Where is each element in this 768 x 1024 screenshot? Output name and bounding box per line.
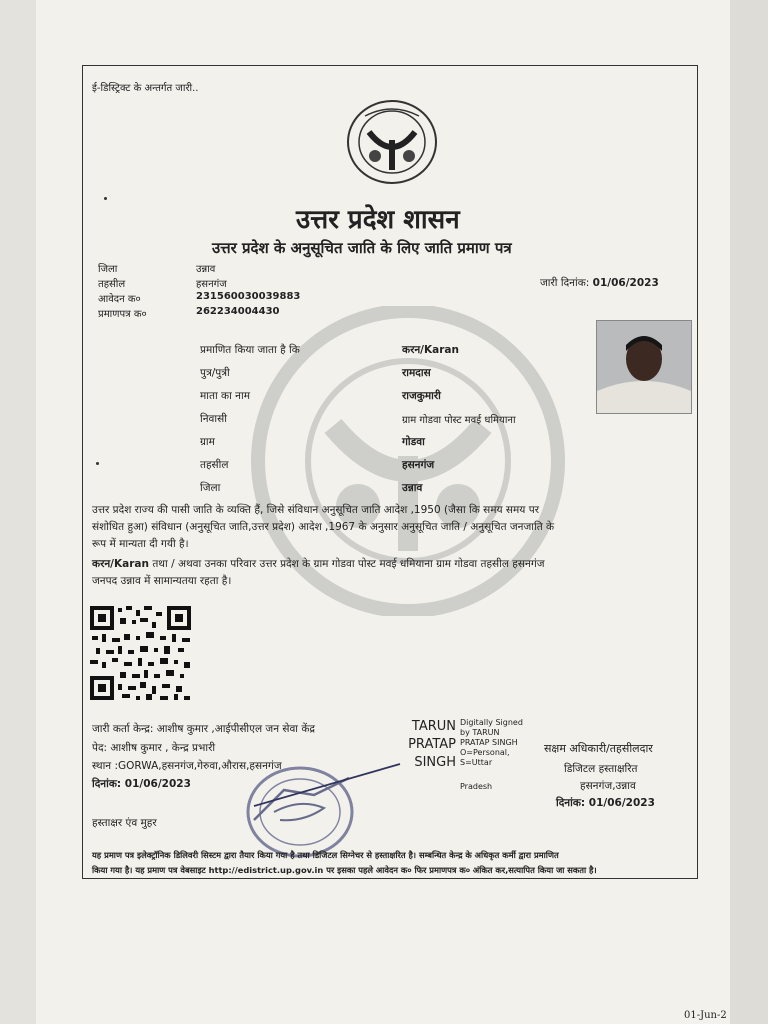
certificate-number-label: प्रमाणपत्र क० <box>98 309 147 320</box>
top-note: ई-डिस्ट्रिक्ट के अन्तर्गत जारी.. <box>92 83 199 94</box>
detail-tehsil-label: तहसील <box>200 459 229 471</box>
corner-date: 01-Jun-2 <box>684 1010 727 1021</box>
signature-info-line: S=Uttar <box>460 758 493 767</box>
signer-name-line: TARUN <box>411 719 456 734</box>
footer-note-line: यह प्रमाण पत्र इलेक्ट्रॉनिक डिलिवरी सिस्टम द्वारा तैयार किया गया है तथा डिजिटल सिग्नेचर से हस्ताक्षरित है। सम्बन्धित केन्द्र के अधिकृत कर्मी द्वारा प्रमाणित <box>92 850 559 860</box>
certificate-border <box>82 65 698 879</box>
issuer-place: स्थान :GORWA,हसनगंज,गेरुवा,औरास,हसनगंज <box>92 760 282 772</box>
footer-note <box>92 848 694 878</box>
margin-dot <box>96 462 99 465</box>
officer-title: सक्षम अधिकारी/तहसीलदार <box>544 742 653 755</box>
qr-code-icon <box>88 604 193 702</box>
detail-district-label: जिला <box>200 482 221 494</box>
issuer-post: पेद: आशीष कुमार , केन्द्र प्रभारी <box>92 742 216 754</box>
district-label: जिला <box>98 264 118 275</box>
handwritten-signature-icon <box>250 760 410 810</box>
tehsil-label: तहसील <box>98 279 126 290</box>
father-name: रामदास <box>402 367 431 379</box>
village-label: ग्राम <box>200 436 215 448</box>
tehsil-value: हसनगंज <box>196 279 227 290</box>
caste-statement-line: उत्तर प्रदेश राज्य की पासी जाति के व्यक्ति हैं, जिसे संविधान अनुसूचित जाति आदेश ,1950 (जैसा कि समय समय पर <box>92 504 539 516</box>
officer-place: हसनगंज,उन्नाव <box>580 780 636 792</box>
application-label: आवेदन क० <box>98 294 141 305</box>
applicant-photo <box>596 320 692 414</box>
issue-date <box>540 276 659 290</box>
issue-date-value: 01/06/2023 <box>592 277 659 289</box>
residence-statement-line: जनपद उन्नाव में सामान्यतया रहता है। <box>92 575 232 587</box>
signer-name-line: SINGH <box>414 755 456 770</box>
digital-signature-info <box>460 718 523 792</box>
signature-info-line: Digitally Signed <box>460 718 523 727</box>
signer-name-line: PRATAP <box>408 737 456 752</box>
issue-date-label: जारी दिनांक: <box>540 277 590 289</box>
certified-name: करन/Karan <box>402 344 459 356</box>
mother-name: राजकुमारी <box>402 390 441 402</box>
mother-label: माता का नाम <box>200 390 250 402</box>
caste-statement-line: रूप में मान्यता दी गयी है। <box>92 538 189 550</box>
officer-date: दिनांक: 01/06/2023 <box>556 797 655 809</box>
officer-digital-sign: डिजिटल हस्ताक्षरित <box>564 763 638 775</box>
district-value: उन्नाव <box>196 264 216 275</box>
right-margin-strip <box>730 0 768 1024</box>
caste-statement <box>92 502 692 553</box>
son-daughter-label: पुत्र/पुत्री <box>200 367 230 379</box>
left-margin-strip <box>0 0 36 1024</box>
signature-info-line: by TARUN <box>460 728 500 737</box>
certificate-number: 262234004430 <box>196 306 280 317</box>
residence-statement-line: तथा / अथवा उनका परिवार उत्तर प्रदेश के ग्राम गोडवा पोस्ट मवई धमियाना ग्राम गोडवा तहसील हसनगंज <box>148 558 545 570</box>
detail-tehsil-value: हसनगंज <box>402 459 435 471</box>
resident-label: निवासी <box>200 413 227 425</box>
residence-statement-name: करन/Karan <box>92 558 149 570</box>
person-photo-icon <box>597 321 691 413</box>
certified-label: प्रमाणित किया जाता है कि <box>200 344 300 356</box>
detail-district-value: उन्नाव <box>402 482 423 494</box>
issuing-center: जारी कर्ता केन्द्र: आशीष कुमार ,आईपीसीएल जन सेवा केंद्र <box>92 723 315 735</box>
resident-value: ग्राम गोडवा पोस्ट मवई धमियाना <box>402 415 516 426</box>
signature-info-line: Pradesh <box>460 782 493 791</box>
signature-seal-label: हस्ताक्षर एंव मुहर <box>92 817 157 829</box>
footer-note-line: किया गया है। यह प्रमाण पत्र वेबसाइट http://edistrict.up.gov.in पर इसका पहले आवेदन क० फिर प्रमाणपत्र क० अंकित कर,सत्यापित किया जा सकता है। <box>92 865 597 875</box>
up-government-emblem-icon <box>345 98 439 186</box>
application-number: 231560030039883 <box>196 291 301 302</box>
village-value: गोडवा <box>402 436 425 448</box>
certificate-title: उत्तर प्रदेश के अनुसूचित जाति के लिए जाति प्रमाण पत्र <box>212 239 512 257</box>
issuer-date: दिनांक: 01/06/2023 <box>92 778 191 790</box>
signature-info-line: O=Personal, <box>460 748 510 757</box>
government-title: उत्तर प्रदेश शासन <box>296 205 460 235</box>
residence-statement <box>92 556 692 590</box>
caste-statement-line: संशोधित हुआ) संविधान (अनुसूचित जाति,उत्तर प्रदेश) आदेश ,1967 के अनुसार अनुसूचित जाति / अनुसूचित जनजाति के <box>92 521 555 533</box>
signature-info-line: PRATAP SINGH <box>460 738 518 747</box>
margin-dot <box>104 197 107 200</box>
